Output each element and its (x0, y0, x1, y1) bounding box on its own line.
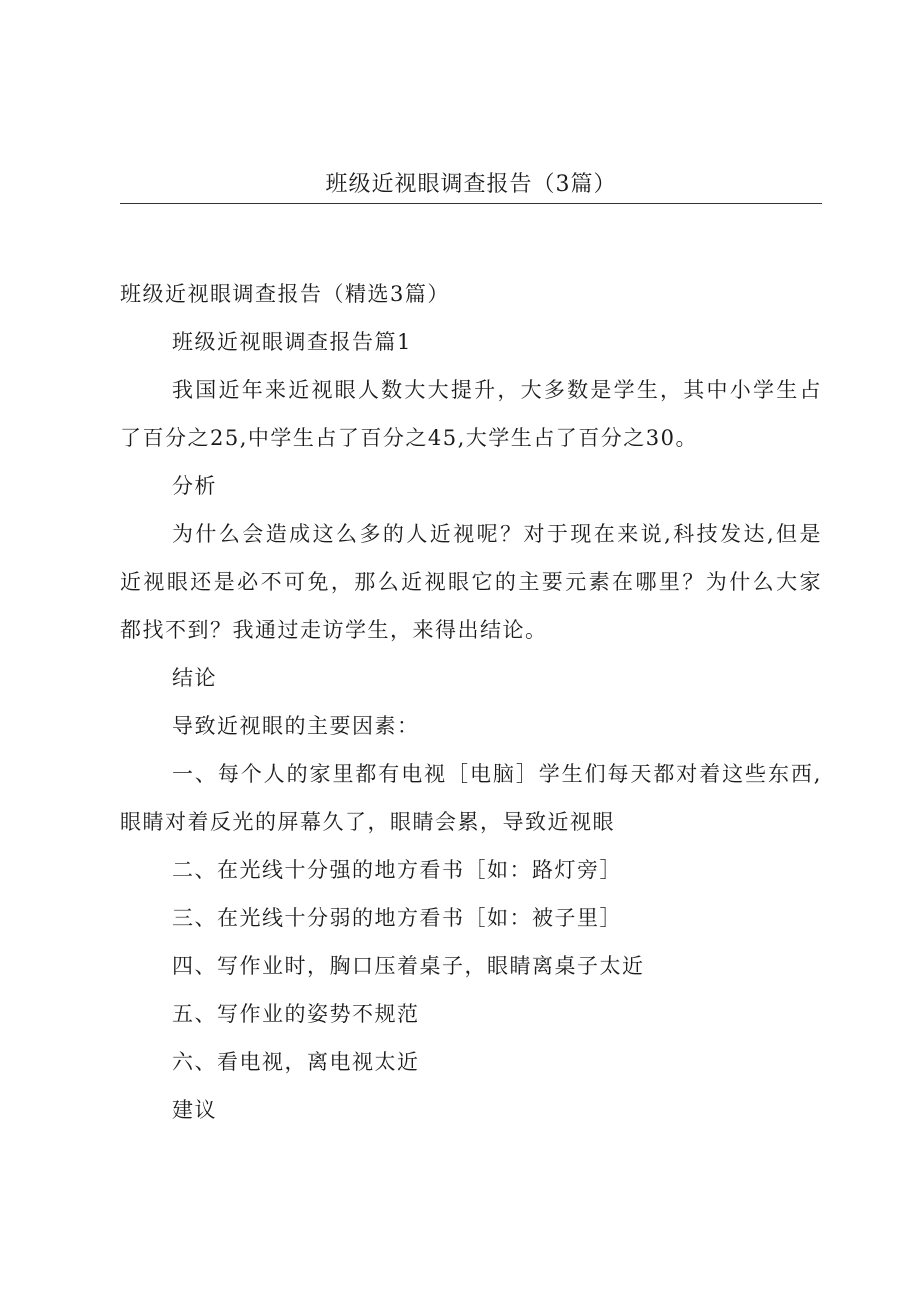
list-item: 二、在光线十分强的地方看书［如：路灯旁］ (172, 858, 622, 882)
list-item: 三、在光线十分弱的地方看书［如：被子里］ (172, 906, 622, 930)
document-body (120, 270, 822, 1134)
paragraph-line: 近视眼还是必不可免，那么近视眼它的主要元素在哪里？为什么大家 (120, 570, 822, 594)
list-item: 五、写作业的姿势不规范 (172, 1002, 420, 1026)
list-item: 四、写作业时，胸口压着桌子，眼睛离桌子太近 (172, 954, 645, 978)
section-heading-suggestion: 建议 (172, 1098, 217, 1122)
paragraph-line: 了百分之25,中学生占了百分之45,大学生占了百分之30。 (120, 426, 699, 450)
list-item: 六、看电视，离电视太近 (172, 1050, 420, 1074)
paragraph-line: 导致近视眼的主要因素： (172, 714, 420, 738)
page-header (120, 166, 822, 206)
list-item-continuation: 眼睛对着反光的屏幕久了，眼睛会累，导致近视眼 (120, 810, 615, 834)
paragraph-line: 为什么会造成这么多的人近视呢？对于现在来说,科技发达,但是 (172, 522, 822, 546)
header-rule (120, 203, 822, 204)
subtitle: 班级近视眼调查报告（精选3篇） (120, 282, 450, 306)
paragraph-line: 都找不到？我通过走访学生，来得出结论。 (120, 618, 548, 642)
section-heading-analysis: 分析 (172, 474, 217, 498)
section-heading-conclusion: 结论 (172, 666, 217, 690)
section-heading: 班级近视眼调查报告篇1 (172, 330, 412, 354)
paragraph-line: 我国近年来近视眼人数大大提升，大多数是学生，其中小学生占 (172, 378, 822, 402)
list-item: 一、每个人的家里都有电视［电脑］学生们每天都对着这些东西, (172, 762, 822, 786)
page-title: 班级近视眼调查报告（3篇） (325, 172, 617, 197)
